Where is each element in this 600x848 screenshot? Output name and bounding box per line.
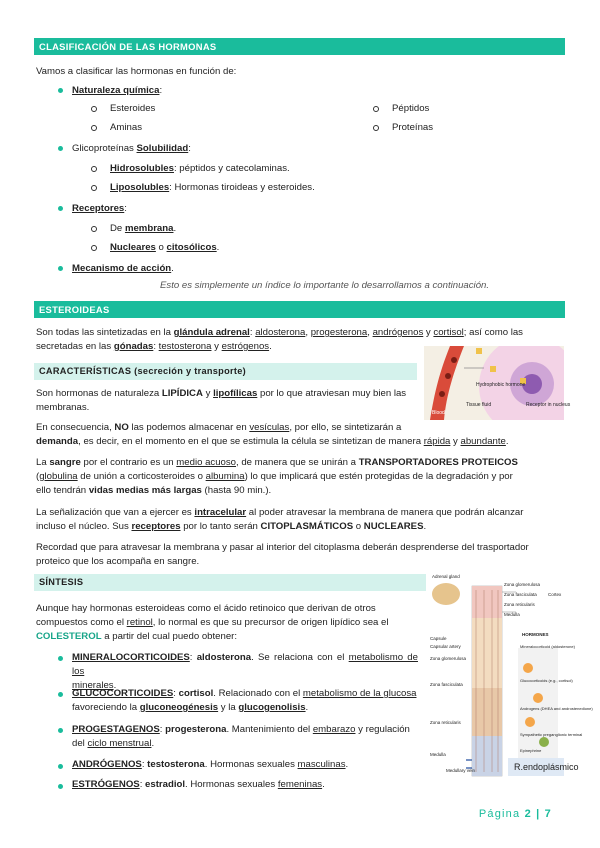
text: Aunque hay hormonas esteroideas como el ácido retinoico que derivan de otros [36,603,376,614]
text: : [141,759,148,770]
text: : [249,327,256,338]
text: favoreciendo la [72,702,140,713]
text: y [423,327,434,338]
text: y [211,341,222,352]
term: gónadas [113,341,154,352]
text: por lo tanto serán [180,521,261,532]
term: metabolismo de los [72,652,418,677]
term: vesículas [249,422,290,433]
fig-label: Medulla [504,612,520,617]
term-desc: : Hormonas tiroideas y esteroides. [169,182,315,193]
term: abundante [460,436,506,447]
list-item-androgenos [72,759,348,771]
bullet-receptores: Receptores: [72,203,127,214]
term: femeninas [277,779,323,790]
fig-label: Sympathetic preganglionic terminal [520,732,583,737]
term: cortisol [433,327,464,338]
bullet-mecanismo: Mecanismo de acción. [72,263,174,274]
text: . [151,738,155,749]
list-item-liposolubles [110,182,315,194]
text: incluso el núcleo. Sus [36,521,132,532]
bullet-icon [58,206,63,211]
term: CITOPLASMÁTICOS [260,521,354,532]
fig-label: Glucocorticoids (e.g., cortisol) [520,678,573,683]
term: sangre [49,457,81,468]
term: medio acuoso [176,457,237,468]
term: aldosterona [196,652,252,663]
fig-label: Zona reticularis [430,720,461,725]
intro-text: Vamos a clasificar las hormonas en función de: [36,66,237,77]
subsection-header-caracteristicas [34,363,417,380]
text: de unión a corticosteroides o [77,471,206,482]
term: Nucleares [110,242,156,253]
term: cortisol [178,688,214,699]
fig-label: Zona fasciculata [504,592,537,597]
fig-label: Blood [432,410,445,416]
term: LIPÍDICA [161,388,203,399]
bullet-icon [58,764,63,769]
bullet-icon [58,88,63,93]
term: estradiol [145,779,186,790]
subsection-header-sintesis [34,574,432,591]
bullet-icon [58,656,63,661]
fig-label: Androgens (DHEA and androstenedione) [520,706,593,711]
section-header-esteroideas [34,301,565,318]
term: metabolismo de la glucosa [302,688,417,699]
text: al poder atravesar la membrana de manera que podrán alcanzar [246,507,524,518]
list-item-hidrosolubles [110,163,290,175]
term: ANDRÓGENOS [72,759,142,770]
text: proteico que los acompaña en sangre. [36,556,200,567]
sub-bullet-icon [91,185,97,191]
text: ; así como las [463,327,523,338]
text: La [36,457,50,468]
term: Liposolubles [110,182,170,193]
list-item-glucocorticoides [72,687,418,715]
bullet-label: Naturaleza química [72,85,160,96]
text: y [202,388,214,399]
text: ) lo que implicará que estén protegidas de la degradación y por [244,471,513,482]
bullet-icon [58,692,63,697]
term-colesterol: COLESTEROL [36,631,102,642]
term: MINERALOCORTICOIDES [72,652,190,663]
sub-bullet-icon [91,106,97,112]
text: . Hormonas sexuales [185,779,278,790]
term: ciclo menstrual [87,738,152,749]
list-item: Proteínas [392,122,434,133]
text: , lo normal es que su precursor de origen lipídico sea el [152,617,389,628]
paragraph-sintesis [36,602,424,644]
fig-label: Zona glomerulosa [504,582,541,587]
text: : [173,688,179,699]
fig-label: Tissue fluid [466,402,492,408]
index-note: Esto es simplemente un índice lo importante lo desarrollamos a continuación. [160,280,490,291]
term: andrógenos [372,327,424,338]
text: las podemos almacenar en [128,422,250,433]
text: secretadas en las [36,341,114,352]
sub-bullet-icon [91,226,97,232]
text: : [189,652,197,663]
subsection-title: SÍNTESIS [39,577,84,587]
paragraph-caracteristicas-4 [36,506,564,534]
text: (hasta 90 min.). [201,485,272,496]
text: . [505,436,509,447]
term: TRANSPORTADORES PROTEICOS [358,457,518,468]
fig-label: Epinephrine [520,748,542,753]
paragraph-caracteristicas-3 [36,456,564,498]
list-item: Péptidos [392,103,430,114]
fig-caption: R.endoplásmico [514,762,579,772]
text: La señalización que van a ejercer es [36,507,195,518]
term: citosólicos [166,242,217,253]
term: minerales [72,680,114,691]
text: , por ello, se sintetizarán a [289,422,402,433]
sub-bullet-icon [373,106,379,112]
text: a partir del cual puedo obtener: [101,631,238,642]
text: : [153,341,159,352]
term: receptores [131,521,181,532]
text: . [269,341,272,352]
term: rápida [423,436,451,447]
list-item: Aminas [110,122,142,133]
text: compuestos como el [36,617,127,628]
fig-label: Zona reticularis [504,602,535,607]
text: por el contrario es un [80,457,177,468]
text: Son todas las sintetizadas en la [36,327,174,338]
text: y [450,436,461,447]
hormone-membrane-figure [424,346,571,420]
text: . [423,521,427,532]
list-item-estrogenos [72,779,325,791]
bullet-icon [58,784,63,789]
text: y regulación [355,724,410,735]
term: masculinas [297,759,346,770]
term: testosterona [158,341,212,352]
term: glándula adrenal [173,327,250,338]
list-item-nucleares: Nucleares o citosólicos. [110,242,220,253]
term: lipofílicas [213,388,258,399]
text: ello tendrán [36,485,89,496]
adrenal-gland-figure [426,572,593,780]
bullet-icon [58,266,63,271]
paragraph-caracteristicas-1 [36,387,421,415]
subsection-title: CARACTERÍSTICAS (secreción y transporte) [39,366,247,376]
text: del [72,738,88,749]
text: . [305,702,309,713]
section-title: CLASIFICACIÓN DE LAS HORMONAS [39,41,217,52]
term: glucogenolisis [238,702,306,713]
fig-label: Mineralocorticoid (aldosterone) [520,644,575,649]
term: retinol [126,617,153,628]
fig-label: Capsular artery [430,644,461,649]
text: ( [36,471,40,482]
text: o [155,242,167,253]
term: demanda [36,436,79,447]
term: intracelular [194,507,247,518]
term: membrana [124,223,174,234]
text: por lo que atraviesan muy bien las [257,388,407,399]
term: embarazo [312,724,356,735]
paragraph-caracteristicas-2 [36,421,564,449]
list-item-membrana: De membrana. [110,223,177,234]
text: o [353,521,364,532]
bullet-prefix: Glicoproteínas [72,143,137,154]
section-title: ESTEROIDEAS [39,304,110,315]
fig-label: Medulla [430,752,446,757]
term: GLUCOCORTICOIDES [72,688,174,699]
fig-label: Hydrophobic hormone [476,382,526,388]
bullet-icon [58,728,63,733]
list-item: Esteroides [110,103,156,114]
term: estrógenos [221,341,270,352]
text: . Hormonas sexuales [204,759,298,770]
bullet-label: Receptores [72,203,125,214]
sub-bullet-icon [91,166,97,172]
bullet-label: Mecanismo de acción [72,263,172,274]
text: y la [218,702,239,713]
term: globulina [39,471,78,482]
text: : [159,724,166,735]
sub-bullet-icon [91,245,97,251]
paragraph-caracteristicas-5 [36,541,564,569]
term: progesterona [165,724,227,735]
section-header-clasificacion [34,38,565,55]
text: Son hormonas de naturaleza [36,388,162,399]
text: , [305,327,311,338]
text: . [345,759,349,770]
list-item-progestagenos [72,723,418,751]
term: testosterona [147,759,205,770]
bullet-naturaleza: Naturaleza química: [72,85,163,96]
fig-label: Zona glomerulosa [430,656,467,661]
term: PROGESTAGENOS [72,724,160,735]
fig-label: HORMONES [522,632,549,637]
text: membranas. [36,402,90,413]
fig-label: Receptor in nucleus [526,402,571,408]
text: : [139,779,146,790]
term: gluconeogénesis [139,702,219,713]
text: , de manera que se unirán a [236,457,359,468]
fig-label: Adrenal gland [432,574,460,579]
text: , es decir, en el momento en el que se estimula la célula se sintetizan de manera [78,436,424,447]
term: NO [114,422,129,433]
text: . [322,779,325,790]
term: aldosterona [255,327,306,338]
term: ESTRÓGENOS [72,779,140,790]
bullet-label: Solubilidad [136,143,189,154]
text: . [113,680,117,691]
bullet-solubilidad: Glicoproteínas Solubilidad: [72,143,191,154]
adrenal-diagram [426,572,566,780]
text: . Relacionado con el [213,688,303,699]
page-label: Página [478,808,525,820]
term: Hidrosolubles [110,163,174,174]
term: NUCLEARES [363,521,424,532]
bullet-icon [58,146,63,151]
fig-label: Capsule [430,636,447,641]
term: vidas medias más largas [88,485,202,496]
text: . Mantenimiento del [226,724,313,735]
text: De [110,223,125,234]
term-desc: : péptidos y catecolaminas. [173,163,290,174]
page-number [479,808,552,820]
page-count: 2 | 7 [524,808,552,820]
text: . Se relaciona con el [251,652,349,663]
text: , [367,327,373,338]
text: En consecuencia, [36,422,115,433]
term: progesterona [310,327,368,338]
sub-bullet-icon [91,125,97,131]
sub-bullet-icon [373,125,379,131]
fig-label: Medullary vein [446,768,476,773]
fig-label: Cortex [548,592,562,597]
fig-label: Zona fasciculata [430,682,463,687]
term: albumina [205,471,245,482]
text: Recordad que para atravesar la membrana y pasar al interior del citoplasma deberán desprenderse del trasportador [36,542,529,553]
